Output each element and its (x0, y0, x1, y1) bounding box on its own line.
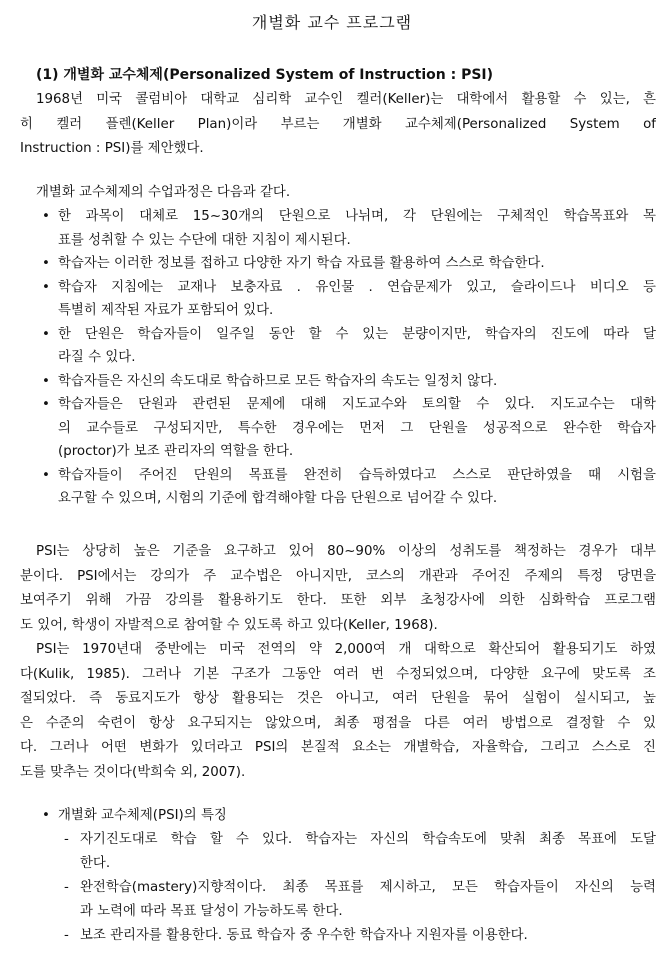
text-line: PSI는 1970년대 중반에는 미국 전역의 약 2,000여 개 대학으로 확산되어 활용되기도 하였 (36, 642, 656, 657)
dash-icon: - (64, 928, 69, 943)
text-line: 절되었다. 즉 동료지도가 항상 활용되는 것은 아니고, 여러 단원을 묶어 실험이 실시되고, 높 (20, 691, 656, 706)
dash-icon: - (64, 832, 69, 847)
text-line: • 학습자는 이러한 정보를 접하고 다양한 자기 학습 자료를 활용하여 스스로 학습한다. (58, 256, 545, 271)
text-line: 라질 수 있다. (58, 350, 136, 365)
process-list (40, 205, 656, 511)
text-line: • 학습자들이 주어진 단원의 목표를 완전히 습득하였다고 스스로 판단하였을 때 시험을 (58, 467, 656, 483)
feature-item (40, 828, 656, 876)
text-line: 1968년 미국 콜럼비아 대학교 심리학 교수인 켈러(Keller)는 대학에서 활용할 수 있는, 흔 (36, 92, 656, 107)
document-title: 개별화 교수 프로그램 (251, 13, 413, 32)
text-line: 도를 맞추는 것이다(박희숙 외, 2007). (20, 764, 246, 780)
text-line: Instruction : PSI)를 제안했다. (20, 141, 204, 156)
text-line: 도 있어, 학생이 자발적으로 참여할 수 있도록 하고 있다(Keller, 1968). (20, 617, 438, 633)
text-line: 보조 관리자를 활용한다. 동료 학습자 중 우수한 학습자나 지원자를 이용한다. (80, 928, 528, 943)
intro-paragraph (20, 88, 656, 162)
text-line: 은 수준의 숙련이 항상 요구되지는 않았으며, 최종 평점을 다른 여러 방법으로 결정할 수 있 (20, 715, 656, 731)
feature-item (40, 876, 656, 924)
text-line: 과 노력에 따라 목표 달성이 가능하도록 한다. (80, 904, 343, 919)
text-line: 다(Kulik, 1985). 그러나 기본 구조가 그동안 여러 번 수정되었으며, 다양한 요구에 맞도록 조 (20, 666, 656, 682)
text-line: 다. 그러나 어떤 변화가 있더라고 PSI의 본질적 요소는 개별학습, 자율학습, 그리고 스스로 진 (20, 740, 656, 755)
text-line: 분이다. PSI에서는 강의가 주 교수법은 아니지만, 코스의 개관과 주어진 주제의 특정 당면을 (20, 568, 656, 584)
text-line: • 한 과목이 대체로 15~30개의 단원으로 나뉘며, 각 단원에는 구체적인 학습목표와 목 (58, 209, 656, 224)
text-line: 한다. (80, 856, 111, 871)
text-line: 의 교수들로 구성되지만, 특수한 경우에는 먼저 그 단원을 성공적으로 완수한 학습자 (58, 420, 656, 436)
feature-item (40, 924, 656, 948)
list-item (40, 393, 656, 464)
features-title-text: 개별화 교수체제(PSI)의 특징 (58, 808, 227, 823)
text-line: 요구할 수 있으며, 시험의 기준에 합격해야할 다음 단원으로 넘어갈 수 있다. (58, 491, 498, 506)
list-item (40, 464, 656, 511)
process-intro (36, 181, 636, 206)
text-line: 보여주기 위해 가끔 강의를 활용하기도 한다. 또한 외부 초청강사에 의한 심화학습 프로그램 (20, 593, 656, 608)
list-item (40, 205, 656, 252)
text-line: PSI는 상당히 높은 기준을 요구하고 있어 80~90% 이상의 성취도를 책정하는 경우가 대부 (36, 544, 656, 559)
text-line: 히 켈러 플렌(Keller Plan)이라 부르는 개별화 교수체제(Personalized System of (20, 116, 656, 132)
features-section (40, 804, 656, 948)
text-line: 완전학습(mastery)지향적이다. 최종 목표를 제시하고, 모든 학습자들이 자신의 능력 (80, 880, 656, 895)
text-line: (proctor)가 보조 관리자의 역할을 한다. (58, 444, 294, 459)
text-line: 특별히 제작된 자료가 포함되어 있다. (58, 303, 274, 318)
list-item (40, 370, 656, 394)
features-title (40, 804, 656, 828)
paragraph-2 (20, 540, 656, 638)
text-line: • 한 단원은 학습자들이 일주일 동안 할 수 있는 분량이지만, 학습자의 진도에 따라 달 (58, 326, 656, 342)
bullet-icon: • (42, 808, 50, 823)
text-line: • 학습자 지침에는 교재나 보충자료 . 유인물 . 연습문제가 있고, 슬라이드나 비디오 등 (58, 279, 656, 295)
list-item (40, 323, 656, 370)
text-line: 표를 성취할 수 있는 수단에 대한 지침이 제시된다. (58, 232, 351, 248)
text-line: 개별화 교수체제의 수업과정은 다음과 같다. (36, 185, 291, 200)
list-item (40, 252, 656, 276)
text-line: • 학습자들은 단원과 관련된 문제에 대해 지도교수와 토의할 수 있다. 지도교수는 대학 (58, 397, 656, 412)
paragraph-3 (20, 638, 656, 785)
section-heading: (1) 개별화 교수체제(Personalized System of Instruction : PSI) (36, 67, 494, 83)
dash-icon: - (64, 880, 69, 895)
list-item (40, 276, 656, 323)
text-line: 자기진도대로 학습 할 수 있다. 학습자는 자신의 학습속도에 맞춰 최종 목표에 도달 (80, 832, 656, 847)
text-line: • 학습자들은 자신의 속도대로 학습하므로 모든 학습자의 속도는 일정치 않다. (58, 373, 498, 389)
